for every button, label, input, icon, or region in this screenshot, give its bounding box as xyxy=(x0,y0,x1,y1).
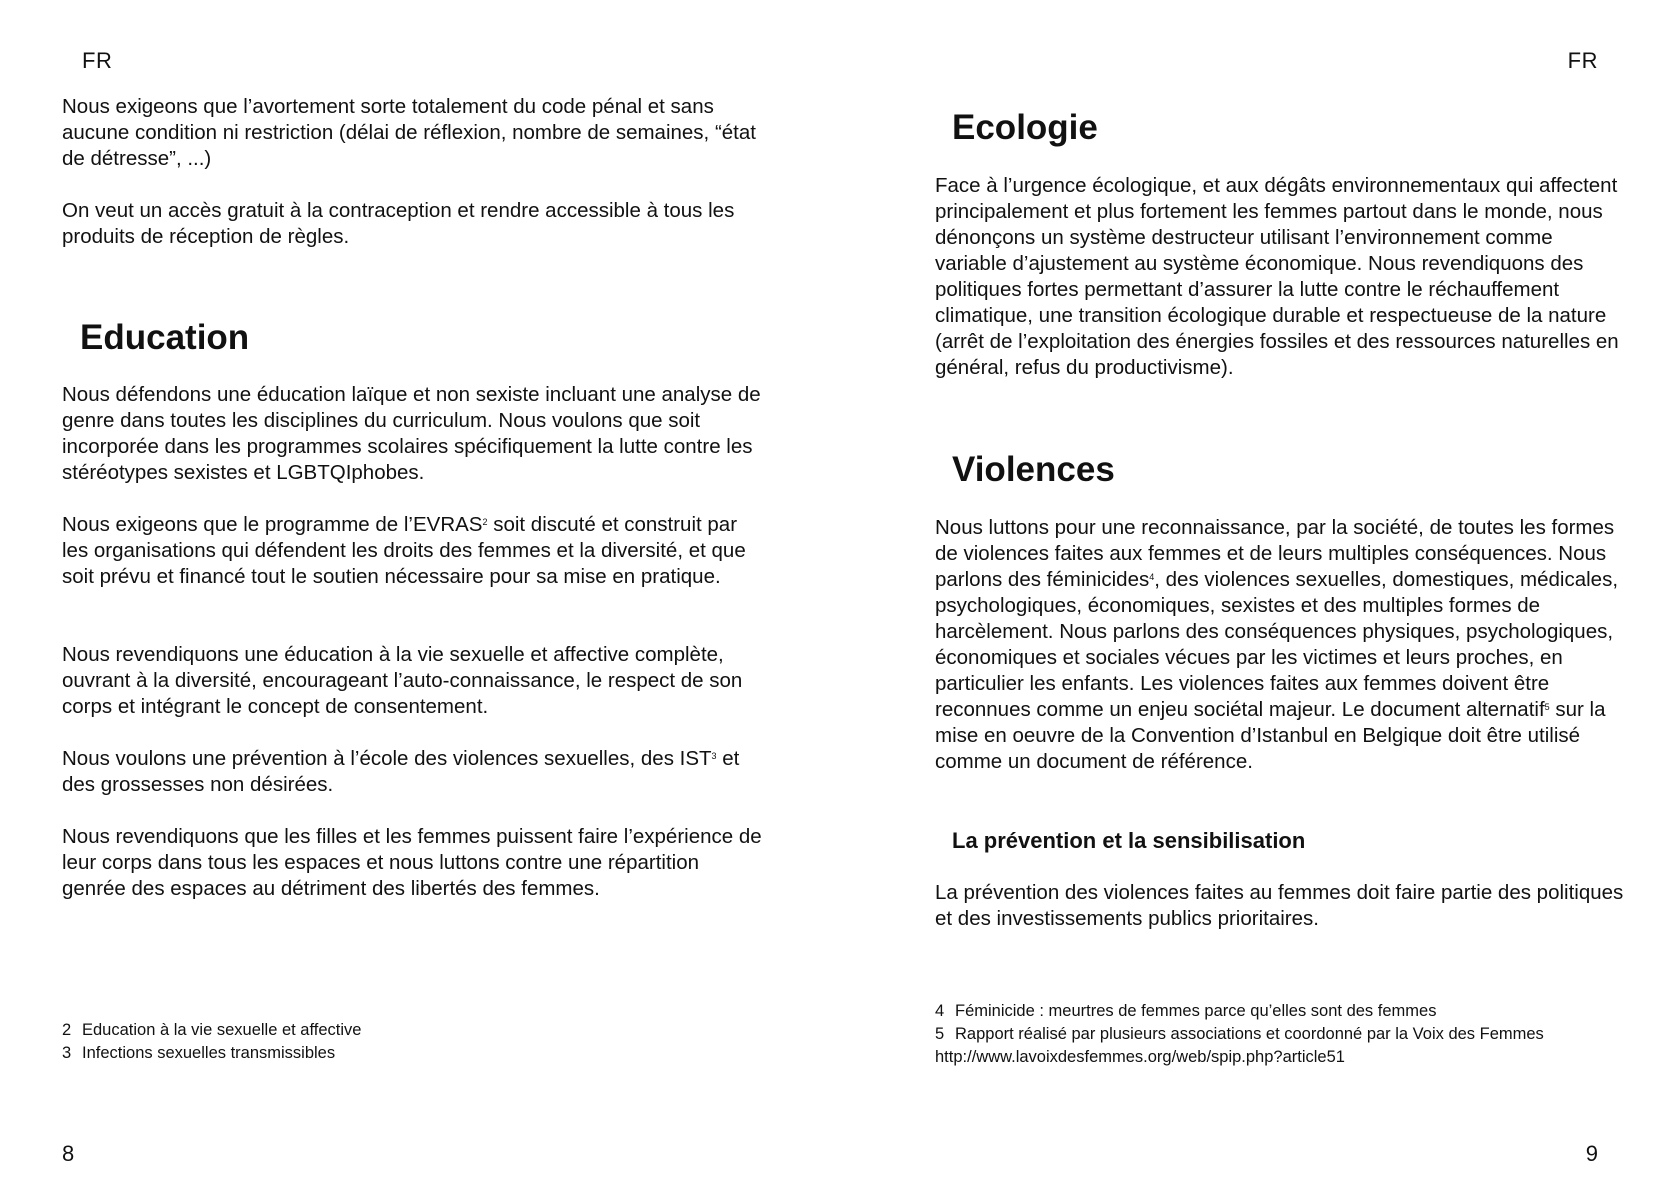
paragraph: Face à l’urgence écologique, et aux dégâts environnementaux qui affectent principalement et plus fortement les femmes partout dans le monde, nous dénonçons un système destructeur utilisant l’environnement comme variable d’ajustement au système économique. Nous revendiquons des politiques fortes permettant d’assurer la lutte contre le réchauffement climatique, une transition écologique durable et respectueuse de la nature (arrêt de l’exploitation des énergies fossiles et des ressources naturelles en général, refus du productivisme). xyxy=(935,174,1619,379)
footnote-ref: 3 xyxy=(711,751,717,761)
paragraph xyxy=(62,746,762,798)
paragraph xyxy=(62,512,762,590)
footnote xyxy=(62,1019,361,1042)
ecologie-paragraph xyxy=(935,173,1625,381)
violences-subheading-block xyxy=(935,827,1625,855)
paragraph: Nous revendiquons une éducation à la vie sexuelle et affective complète, ouvrant à la diversité, encourageant l’auto-connaissance, le respect de son corps et intégrant le concept de consentement. xyxy=(62,643,743,718)
footnote-text: Féminicide : meurtres de femmes parce qu’elles sont des femmes xyxy=(955,1002,1437,1020)
violences-heading-block xyxy=(935,450,1625,490)
text-run: , des violences sexuelles, domestiques, médicales, psychologiques, économiques, sexistes et des multiples formes de harcèlement. Nous parlons des conséquences physiques, psychologiques, économiques et sociales vécues par les victimes et leurs proches, en particulier les enfants. Les violences faites aux femmes doivent être reconnues comme un enjeu sociétal majeur. Le document alternatif xyxy=(935,568,1619,721)
intro-paragraph-1 xyxy=(62,94,762,172)
education-paragraph-3 xyxy=(62,642,762,720)
ecologie-heading-block xyxy=(935,108,1625,148)
language-label: FR xyxy=(82,48,113,73)
violences-paragraph-1 xyxy=(935,515,1625,775)
section-heading-violences: Violences xyxy=(952,450,1115,489)
footnote-ref: 2 xyxy=(482,517,488,527)
subheading-prevention: La prévention et la sensibilisation xyxy=(952,828,1306,853)
text-run: Nous exigeons que le programme de l’EVRAS xyxy=(62,513,483,536)
text-run: soit discuté et construit par les organisations qui défendent les droits des femmes et la diversité, et que soit prévu et financé tout le soutien nécessaire pour sa mise en pratique. xyxy=(62,513,746,588)
footnote xyxy=(935,1023,1544,1046)
text-run: Nous voulons une prévention à l’école des violences sexuelles, des IST xyxy=(62,747,712,770)
education-paragraph-4 xyxy=(62,746,762,798)
footnote-number: 5 xyxy=(935,1025,945,1043)
education-heading-block xyxy=(62,318,762,358)
paragraph: On veut un accès gratuit à la contraception et rendre accessible à tous les produits de réception de règles. xyxy=(62,199,735,248)
paragraph: Nous défendons une éducation laïque et non sexiste incluant une analyse de genre dans toutes les disciplines du curriculum. Nous voulons que soit incorporée dans les programmes scolaires spécifiquement la lutte contre les stéréotypes sexistes et LGBTQIphobes. xyxy=(62,383,761,484)
footnote-text: Rapport réalisé par plusieurs associations et coordonné par la Voix des Femmes xyxy=(955,1025,1544,1043)
footnote-ref: 4 xyxy=(1149,572,1155,582)
footnote-number: 3 xyxy=(62,1044,72,1062)
text-run: Nous luttons pour une reconnaissance, par la société, de toutes les formes de violences faites aux femmes et de leurs multiples conséquences. Nous parlons des féminicides xyxy=(935,516,1615,591)
paragraph: Nous exigeons que l’avortement sorte totalement du code pénal et sans aucune condition ni restriction (délai de réflexion, nombre de semaines, “état de détresse”, ...) xyxy=(62,95,756,170)
footnote-text: Education à la vie sexuelle et affective xyxy=(82,1021,362,1039)
education-paragraph-5 xyxy=(62,824,762,902)
section-heading-ecologie: Ecologie xyxy=(952,108,1098,147)
footnote-text: Infections sexuelles transmissibles xyxy=(82,1044,336,1062)
education-paragraph-1 xyxy=(62,382,762,486)
right-page xyxy=(839,0,1678,1191)
footnote xyxy=(935,1000,1436,1023)
language-label: FR xyxy=(1567,48,1598,73)
footnote-number: 2 xyxy=(62,1021,72,1039)
text-run: et des grossesses non désirées. xyxy=(62,747,740,796)
section-heading-education: Education xyxy=(80,318,250,357)
footnote-url[interactable]: http://www.lavoixdesfemmes.org/web/spip.php?article51 xyxy=(935,1048,1345,1066)
text-run: sur la mise en oeuvre de la Convention d’Istanbul en Belgique doit être utilisé comme un document de référence. xyxy=(935,698,1606,773)
footnote xyxy=(62,1042,335,1065)
violences-paragraph-2 xyxy=(935,880,1625,932)
footnote-ref: 5 xyxy=(1544,702,1550,712)
paragraph xyxy=(935,515,1625,775)
footnote-number: 4 xyxy=(935,1002,945,1020)
paragraph: La prévention des violences faites au femmes doit faire partie des politiques et des investissements publics prioritaires. xyxy=(935,881,1624,930)
intro-paragraph-2 xyxy=(62,198,762,250)
paragraph: Nous revendiquons que les filles et les femmes puissent faire l’expérience de leur corps dans tous les espaces et nous luttons contre une répartition genrée des espaces au détriment des libertés des femmes. xyxy=(62,825,762,900)
education-paragraph-2 xyxy=(62,512,762,590)
page-number: 8 xyxy=(62,1141,75,1166)
page-number: 9 xyxy=(1585,1141,1598,1166)
